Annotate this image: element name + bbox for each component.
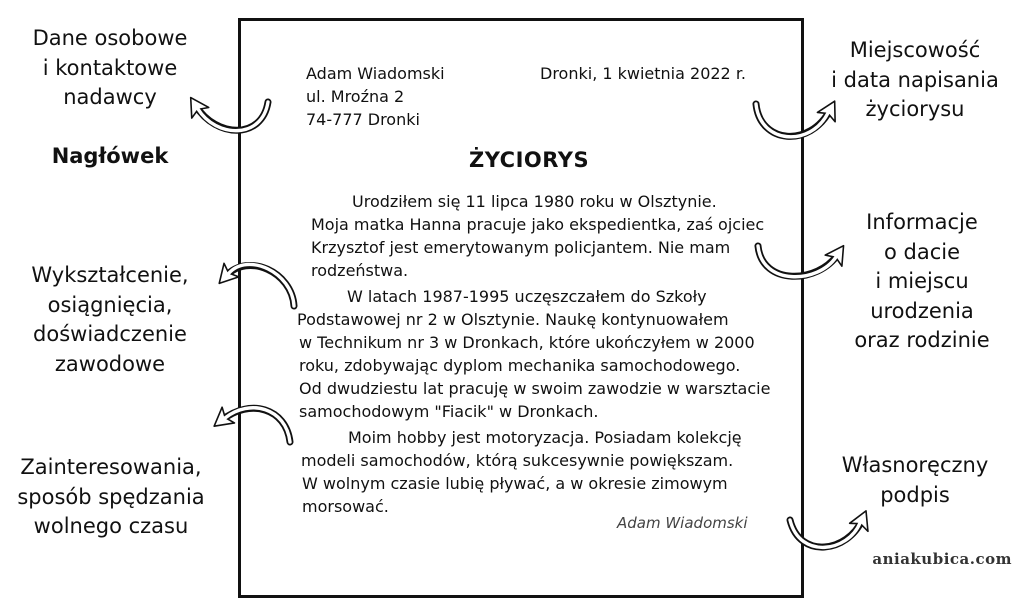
sender-city: 74-777 Dronki xyxy=(306,110,420,129)
annotation-header: Nagłówek xyxy=(51,144,169,168)
paragraph-line: Urodziłem się 11 lipca 1980 roku w Olsztynie. xyxy=(352,192,717,211)
paragraph-line: modeli samochodów, którą sukcesywnie powiększam. xyxy=(301,451,734,470)
sender-street: ul. Mroźna 2 xyxy=(306,87,405,106)
annotation-line: doświadczenie xyxy=(33,322,187,346)
curved-arrow-icon xyxy=(758,246,838,276)
curved-arrow-icon xyxy=(756,104,830,136)
annotation-line: życiorysu xyxy=(865,97,965,121)
paragraph-line: morsować. xyxy=(302,497,389,516)
annotation-line: Dane osobowe xyxy=(32,26,188,50)
annotation-line: i miejscu xyxy=(875,269,969,293)
annotation-line: podpis xyxy=(880,482,950,507)
paragraph-line: Moja matka Hanna pracuje jako ekspedientka, zaś ojciec xyxy=(311,215,765,234)
annotation-line: sposób spędzania xyxy=(17,484,205,509)
document-title: ŻYCIORYS xyxy=(469,148,590,172)
annotation-line: nadawcy xyxy=(63,85,157,109)
annotation-line: o dacie xyxy=(883,239,961,264)
curved-arrow-icon xyxy=(226,265,294,306)
watermark: aniakubica.com xyxy=(872,550,1012,568)
annotation-line: Własnoręczny xyxy=(841,453,989,477)
curved-arrow-icon xyxy=(196,102,268,130)
paragraph-line: W wolnym czasie lubię pływać, a w okresie zimowym xyxy=(302,474,728,493)
sender-name: Adam Wiadomski xyxy=(306,64,445,83)
annotation-line: Zainteresowania, xyxy=(20,455,202,479)
annotation-line: Informacje xyxy=(866,210,978,234)
place-date: Dronki, 1 kwietnia 2022 r. xyxy=(540,64,747,83)
annotation-line: wolnego czasu xyxy=(33,514,189,538)
annotation-line: i data napisania xyxy=(831,67,999,92)
paragraph-line: W latach 1987-1995 uczęszczałem do Szkoły xyxy=(347,287,707,306)
signature: Adam Wiadomski xyxy=(617,514,748,532)
paragraph-line: Podstawowej nr 2 w Olsztynie. Naukę kontynuowałem xyxy=(297,310,729,329)
annotation-line: Miejscowość xyxy=(849,38,981,62)
paragraph-line: w Technikum nr 3 w Dronkach, które ukończyłem w 2000 xyxy=(299,333,755,352)
annotation-line: i kontaktowe xyxy=(42,55,178,80)
annotation-line: Wykształcenie, xyxy=(31,263,189,287)
paragraph-line: roku, zdobywając dyplom mechanika samochodowego. xyxy=(299,356,741,375)
paragraph-line: samochodowym "Fiacik" w Dronkach. xyxy=(299,402,599,421)
paragraph-line: Od dwudziestu lat pracuję w swoim zawodzie w warsztacie xyxy=(299,379,771,398)
annotation-line: zawodowe xyxy=(54,351,166,376)
annotation-line: urodzenia xyxy=(870,298,974,323)
paragraph-line: Krzysztof jest emerytowanym policjantem. Nie mam xyxy=(311,238,731,257)
annotation-line: osiągnięcia, xyxy=(47,292,173,317)
paragraph-line: rodzeństwa. xyxy=(311,261,409,280)
paragraph-line: Moim hobby jest motoryzacja. Posiadam kolekcję xyxy=(348,428,742,447)
annotation-line: oraz rodzinie xyxy=(854,328,990,352)
